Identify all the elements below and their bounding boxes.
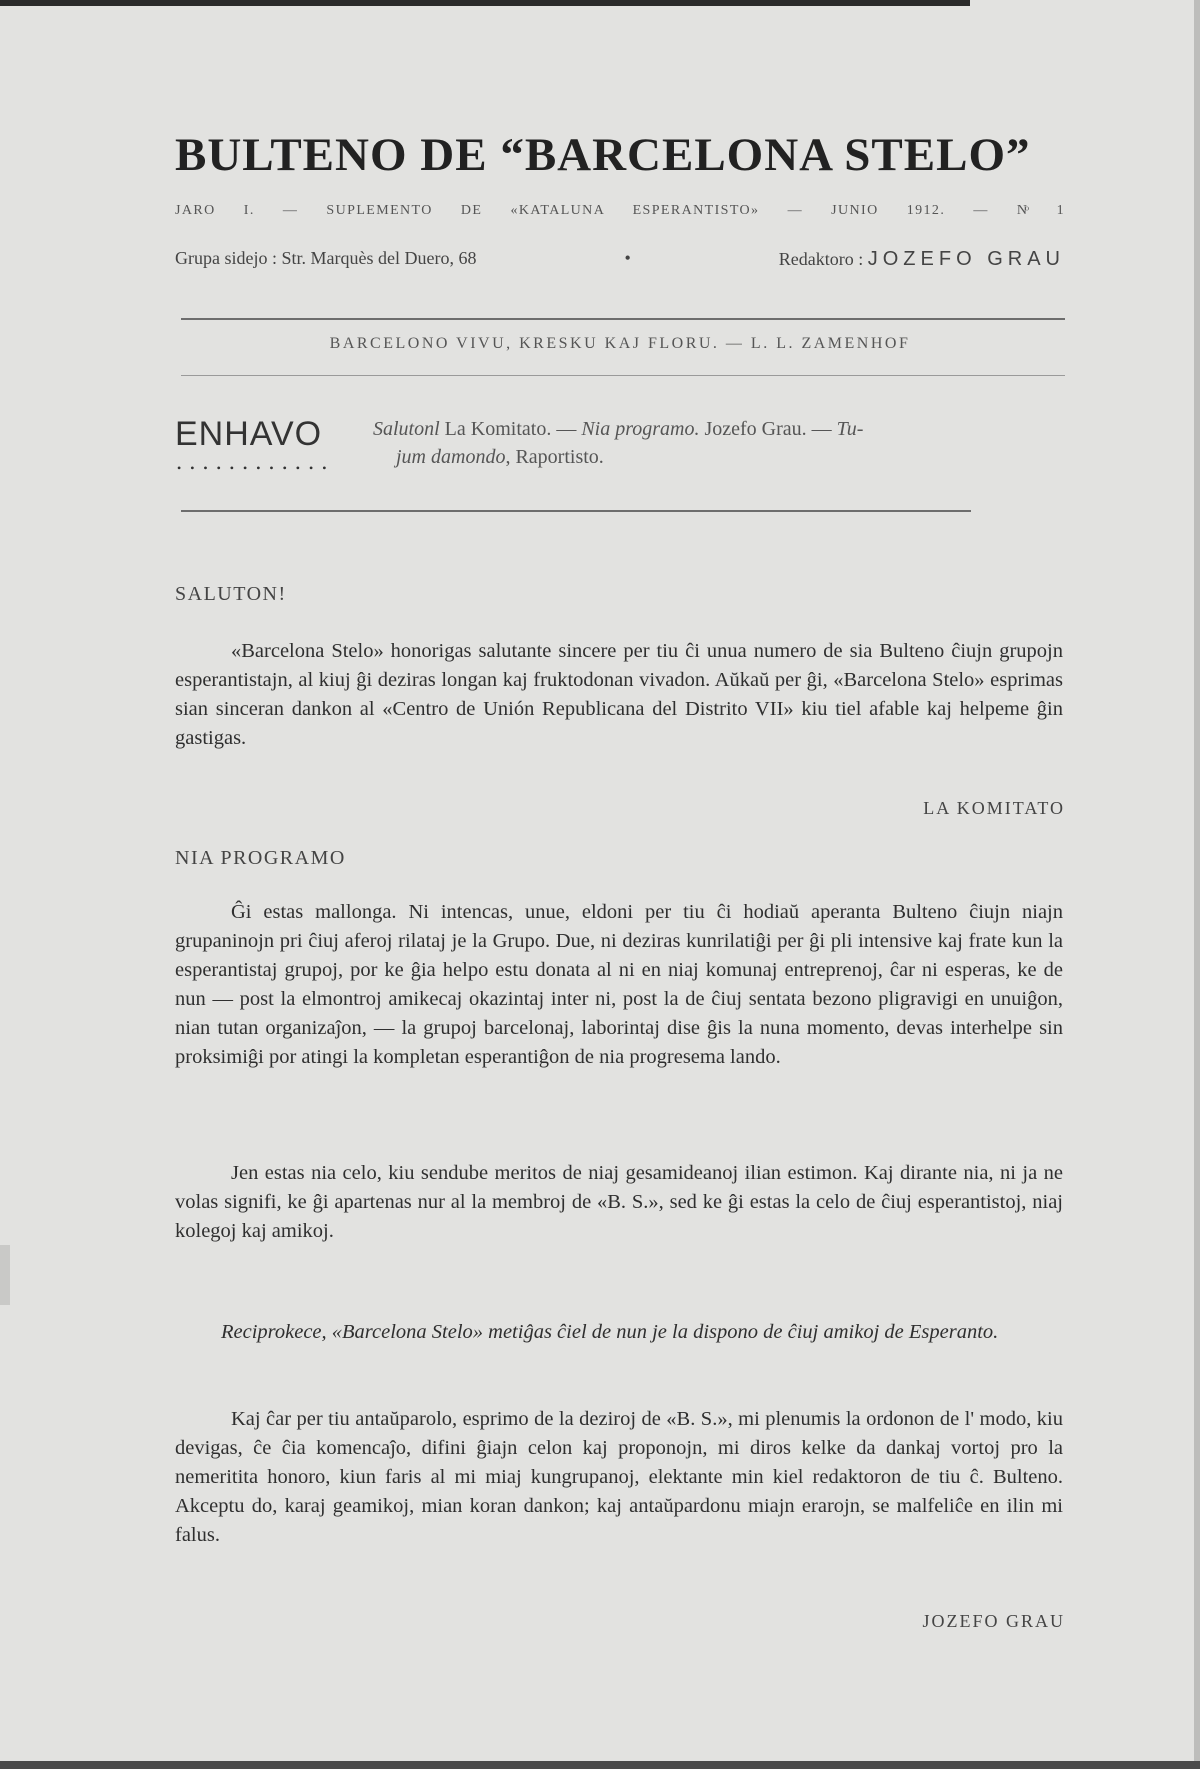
programo-signature: JOZEFO GRAU xyxy=(922,1611,1065,1631)
contents-label: ENHAVO xyxy=(175,415,323,453)
programo-paragraph-3: Reciprokece, «Barcelona Stelo» metiĝas ĉiel de nun je la dispono de ĉiuj amikoj de Esperanto. xyxy=(221,1321,999,1343)
editor-name: JOZEFO GRAU xyxy=(867,248,1065,270)
toc-author-komitato: La Komitato. — xyxy=(439,418,582,440)
programo-paragraph-2: Jen estas nia celo, kiu sendube meritos de niaj gesamideanoj ilian estimon. Kaj dirante nia, ni ja ne volas signifi, ke ĝi apartenas nur al la membroj de «B. S.», sed ke ĝi estas la celo de ĉiuj esperantistoj, niaj kolegoj kaj amikoj. xyxy=(175,1162,1063,1242)
motto: BARCELONO VIVU, KRESKU KAJ FLORU. — L. L. ZAMENHOF xyxy=(329,335,911,352)
motto-rule xyxy=(181,375,1065,376)
toc-item-programo: Nia programo. xyxy=(581,418,700,440)
saluton-signature: LA KOMITATO xyxy=(923,798,1065,818)
heading-programo: NIA PROGRAMO xyxy=(175,847,346,869)
contents-rule xyxy=(181,510,971,512)
masthead-title: BULTENO DE “BARCELONA STELO” xyxy=(175,129,1031,181)
group-address: Grupa sidejo : Str. Marquès del Duero, 68 xyxy=(175,248,477,268)
masthead-rule xyxy=(181,318,1065,320)
programo-paragraph-1: Ĝi estas mallonga. Ni intencas, unue, eldoni per tiu ĉi hodiaŭ aperanta Bulteno ĉiujn niajn grupaninojn pri ĉiuj aferoj rilataj je la Grupo. Due, ni deziras kunrilatiĝi per ĝi pli intensive kaj frate kun la esperantistaj grupoj, por ke ĝia helpo estu donata al ni en niaj komunaj entreprenoj, ĉar ni esperas, ke de nun — post la elmontroj amikecaj okazintaj inter ni, post la de ĉiuj sentata bezono pligravigi en unuiĝon, nian tutan organizaĵon, — la grupoj barcelonaj, laborintaj dise ĝis la nuna momento, devas interhelpe sin proksimiĝi por atingi la kompletan esperantiĝon de nia progresema lando. xyxy=(175,901,1063,1068)
scan-bottom-edge xyxy=(0,1761,1200,1769)
editor-block xyxy=(779,248,1065,271)
scan-top-edge xyxy=(0,0,970,6)
toc-author-raportisto: , Raportisto. xyxy=(505,446,604,468)
toc-item-tujum-start: Tu- xyxy=(836,418,864,440)
toc-item-saluton: Salutonl xyxy=(373,418,440,440)
contents-line-2 xyxy=(373,443,1063,471)
saluton-body: «Barcelona Stelo» honorigas salutante sincere per tiu ĉi unua numero de sia Bulteno ĉiujn grupojn esperantistajn, al kiuj ĝi deziras longan kaj fruktodonan vivadon. Aŭkaŭ per ĝi, «Barcelona Stelo» esprimas sian sinceran dankon al «Centro de Unión Republicana del Distrito VII» kiu tiel afable kaj helpeme ĝin gastigas. xyxy=(175,640,1063,749)
scan-left-mark xyxy=(0,1245,10,1305)
heading-saluton: SALUTON! xyxy=(175,583,287,605)
programo-paragraph-4: Kaj ĉar per tiu antaŭparolo, esprimo de la deziroj de «B. S.», mi plenumis la ordonon de l' modo, kiu devigas, ĉe ĉia komencaĵo, difini ĝiajn celon kaj proponojn, mi diros kelke da dankaj vortoj pro la nemeritita honoro, kiun faris al mi miaj kungrupanoj, elektante min kiel redaktoron de tiu ĉ. Bulteno. Akceptu do, karaj geamikoj, mian koran dankon; kaj antaŭpardonu miajn erarojn, se malfeliĉe en ilin mi falus. xyxy=(175,1408,1063,1546)
contents-list xyxy=(373,415,1063,471)
toc-author-grau: Jozefo Grau. — xyxy=(699,418,837,440)
masthead-info-line xyxy=(175,248,1065,271)
masthead-subtitle: JARO I. — SUPLEMENTO DE «KATALUNA ESPERANTISTO» — JUNIO 1912. — Nͦ 1 xyxy=(175,203,1065,218)
info-bullet: • xyxy=(624,248,631,268)
toc-item-tujum-end: jum damondo xyxy=(396,446,506,468)
editor-label: Redaktoro : xyxy=(778,249,864,269)
contents-dots: • • • • • • • • • • • • xyxy=(177,461,330,475)
scan-right-edge xyxy=(1194,0,1200,1769)
